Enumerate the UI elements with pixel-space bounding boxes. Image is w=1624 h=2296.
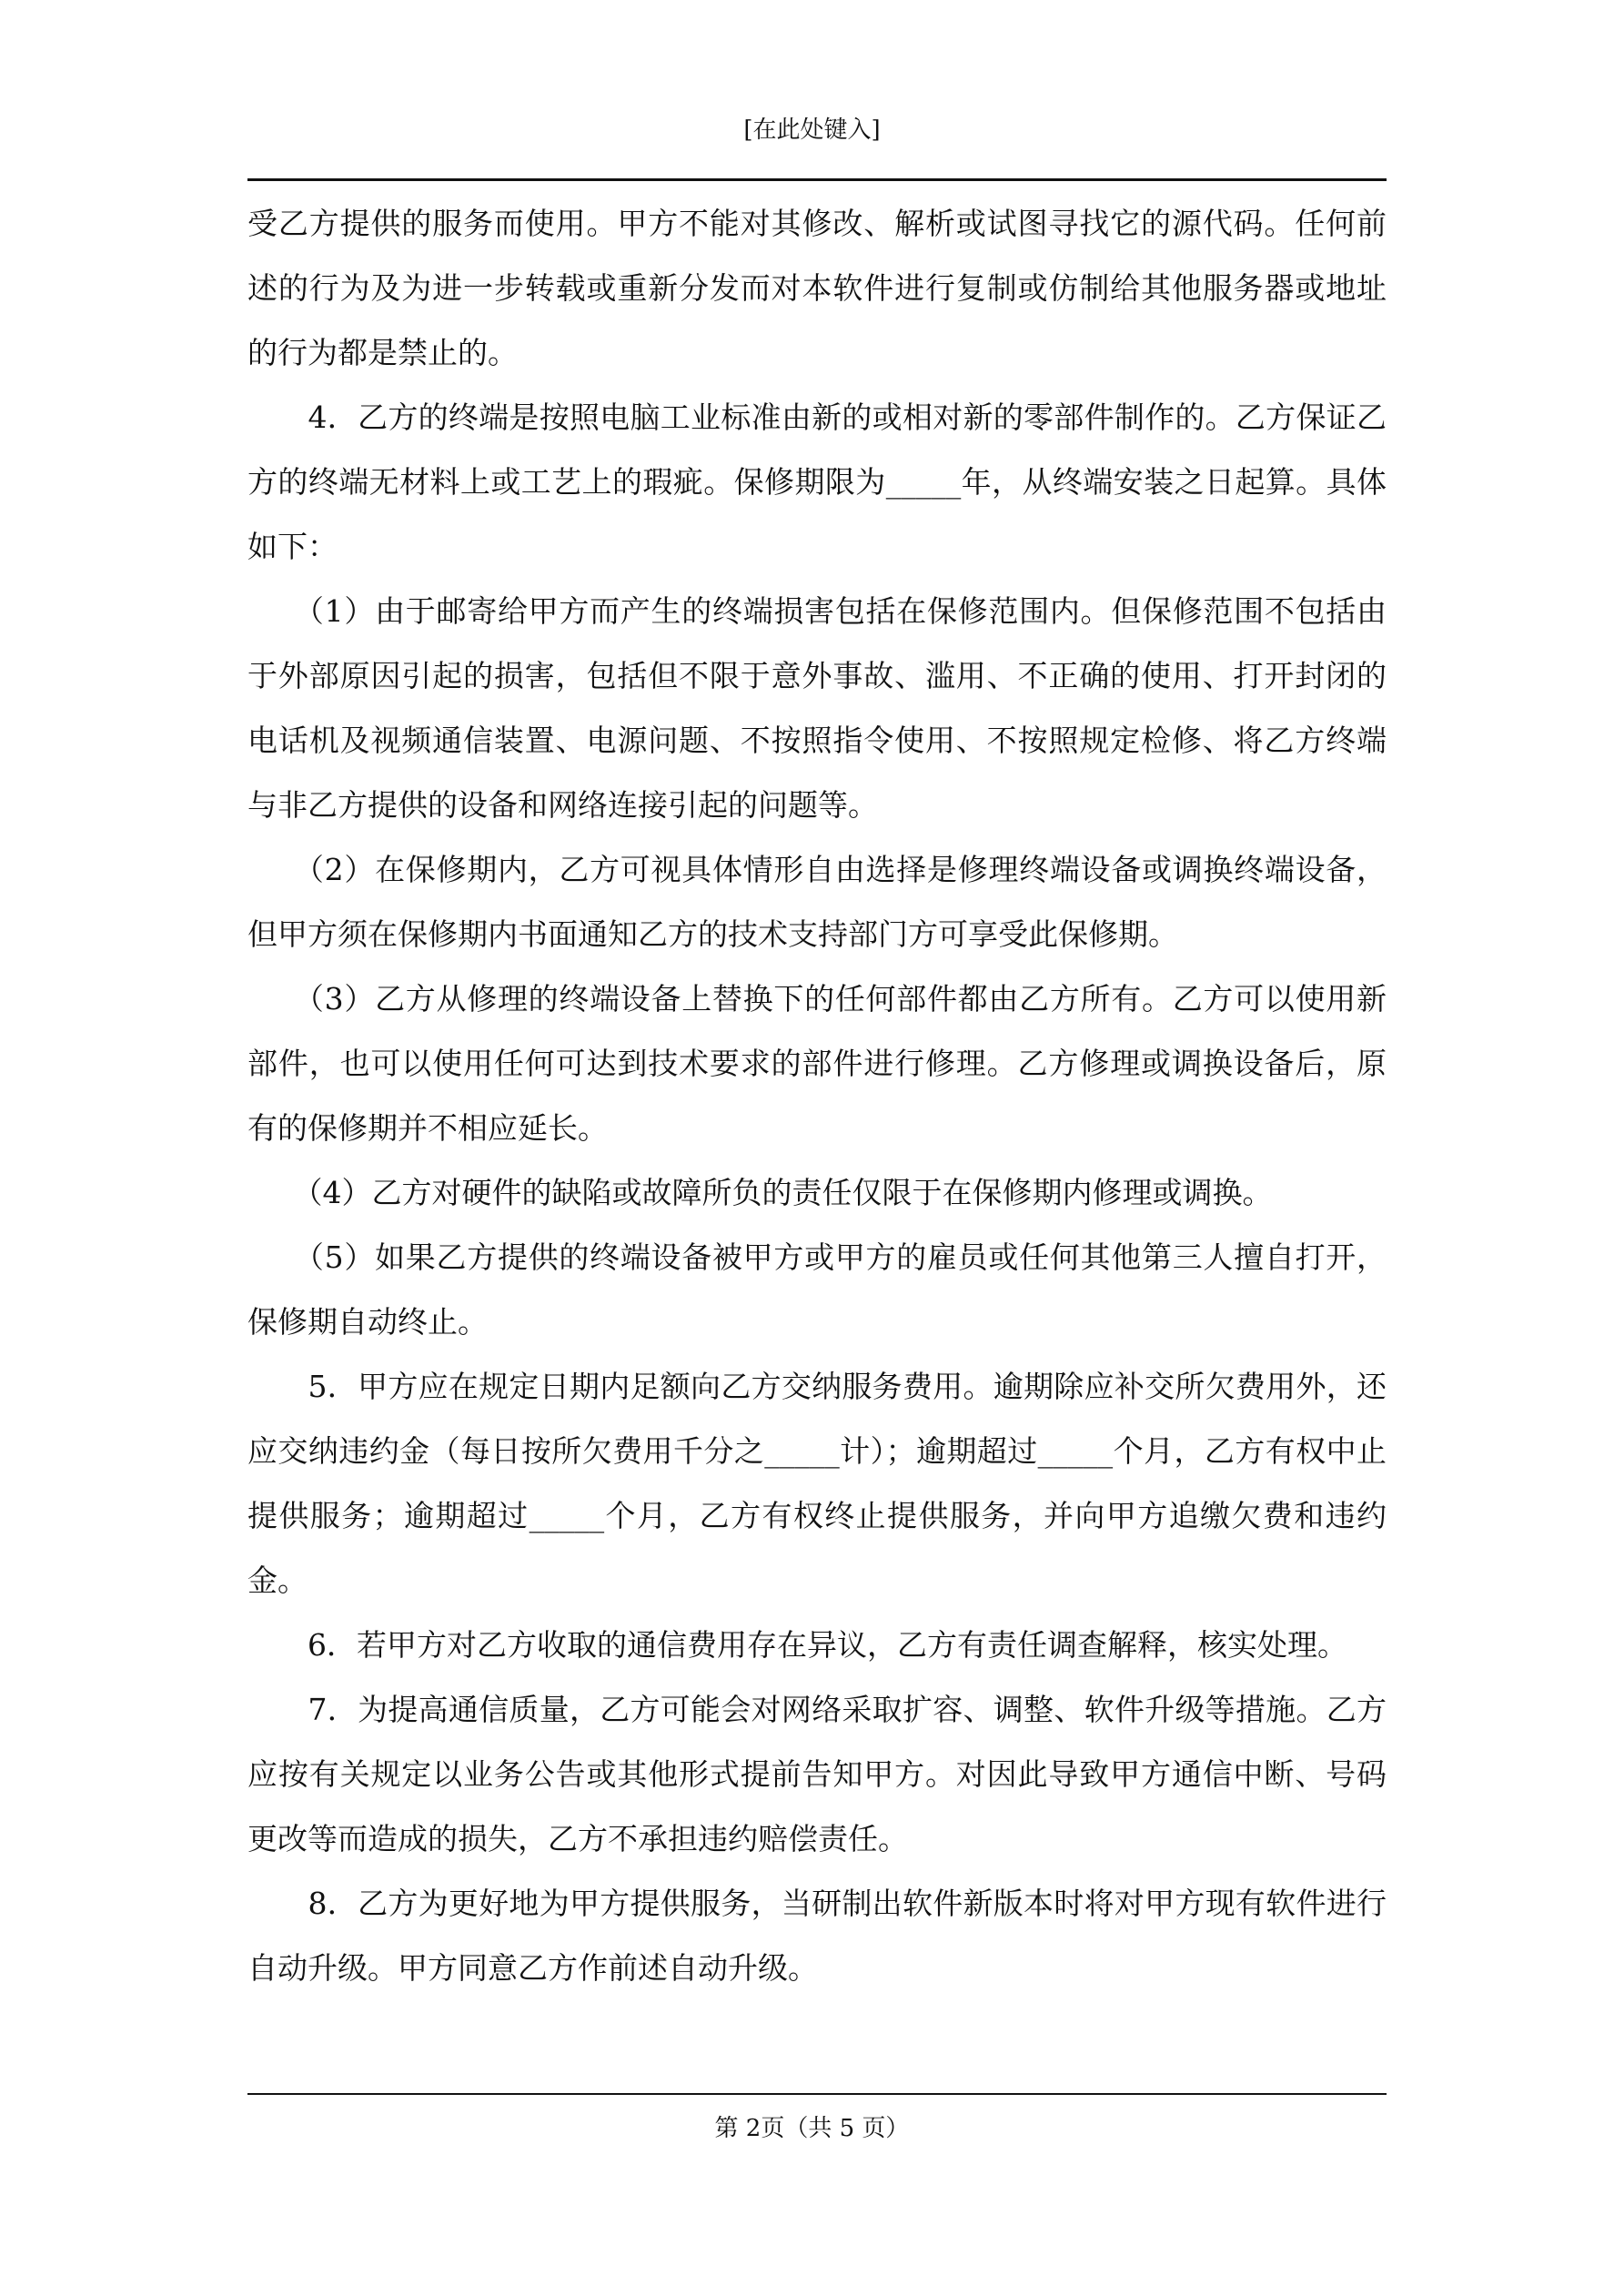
paragraph-clause-5-fees: 5．甲方应在规定日期内足额向乙方交纳服务费用。逾期除应补交所欠费用外，还应交纳违约金（每日按所欠费用千分之_____计）；逾期超过_____个月，乙方有权中止提供服务；逾期超过_____个月，乙方有权终止提供服务，并向甲方追缴欠费和违约金。 <box>247 1369 1387 1598</box>
page-footer: 第 2页（共 5 页） <box>714 2115 910 2142</box>
paragraph-clause-8-upgrade: 8．乙方为更好地为甲方提供服务，当研制出软件新版本时将对甲方现有软件进行自动升级。甲方同意乙方作前述自动升级。 <box>247 1886 1387 1986</box>
header-divider <box>247 178 1387 181</box>
paragraph-item-2-repair-choice: （2）在保修期内，乙方可视具体情形自由选择是修理终端设备或调换终端设备，但甲方须在保修期内书面通知乙方的技术支持部门方可享受此保修期。 <box>247 852 1387 952</box>
paragraph-item-1-coverage: （1）由于邮寄给甲方而产生的终端损害包括在保修范围内。但保修范围不包括由于外部原因引起的损害，包括但不限于意外事故、滥用、不正确的使用、打开封闭的电话机及视频通信装置、电源问题、不按照指令使用、不按照规定检修、将乙方终端与非乙方提供的设备和网络连接引起的问题等。 <box>247 593 1387 823</box>
paragraph-item-4-liability: （4）乙方对硬件的缺陷或故障所负的责任仅限于在保修期内修理或调换。 <box>247 1175 1273 1210</box>
paragraph-item-5-termination: （5）如果乙方提供的终端设备被甲方或甲方的雇员或任何其他第三人擅自打开，保修期自动终止。 <box>247 1239 1387 1340</box>
page-header: [在此处键入] <box>743 116 881 144</box>
footer-divider <box>247 2093 1387 2095</box>
paragraph-clause-6-disputes: 6．若甲方对乙方收取的通信费用存在异议，乙方有责任调查解释，核实处理。 <box>247 1627 1347 1663</box>
paragraph-intro-continued: 受乙方提供的服务而使用。甲方不能对其修改、解析或试图寻找它的源代码。任何前述的行为及为进一步转载或重新分发而对本软件进行复制或仿制给其他服务器或地址的行为都是禁止的。 <box>247 206 1387 370</box>
paragraph-clause-7-network: 7．为提高通信质量，乙方可能会对网络采取扩容、调整、软件升级等措施。乙方应按有关规定以业务公告或其他形式提前告知甲方。对因此导致甲方通信中断、号码更改等而造成的损失，乙方不承担违约赔偿责任。 <box>247 1692 1387 1856</box>
paragraph-item-3-replaced-parts: （3）乙方从修理的终端设备上替换下的任何部件都由乙方所有。乙方可以使用新部件，也可以使用任何可达到技术要求的部件进行修理。乙方修理或调换设备后，原有的保修期并不相应延长。 <box>247 981 1387 1146</box>
paragraph-clause-4-warranty: 4．乙方的终端是按照电脑工业标准由新的或相对新的零部件制作的。乙方保证乙方的终端无材料上或工艺上的瑕疵。保修期限为_____年，从终端安装之日起算。具体如下： <box>247 400 1387 564</box>
document-body <box>247 191 1387 2000</box>
